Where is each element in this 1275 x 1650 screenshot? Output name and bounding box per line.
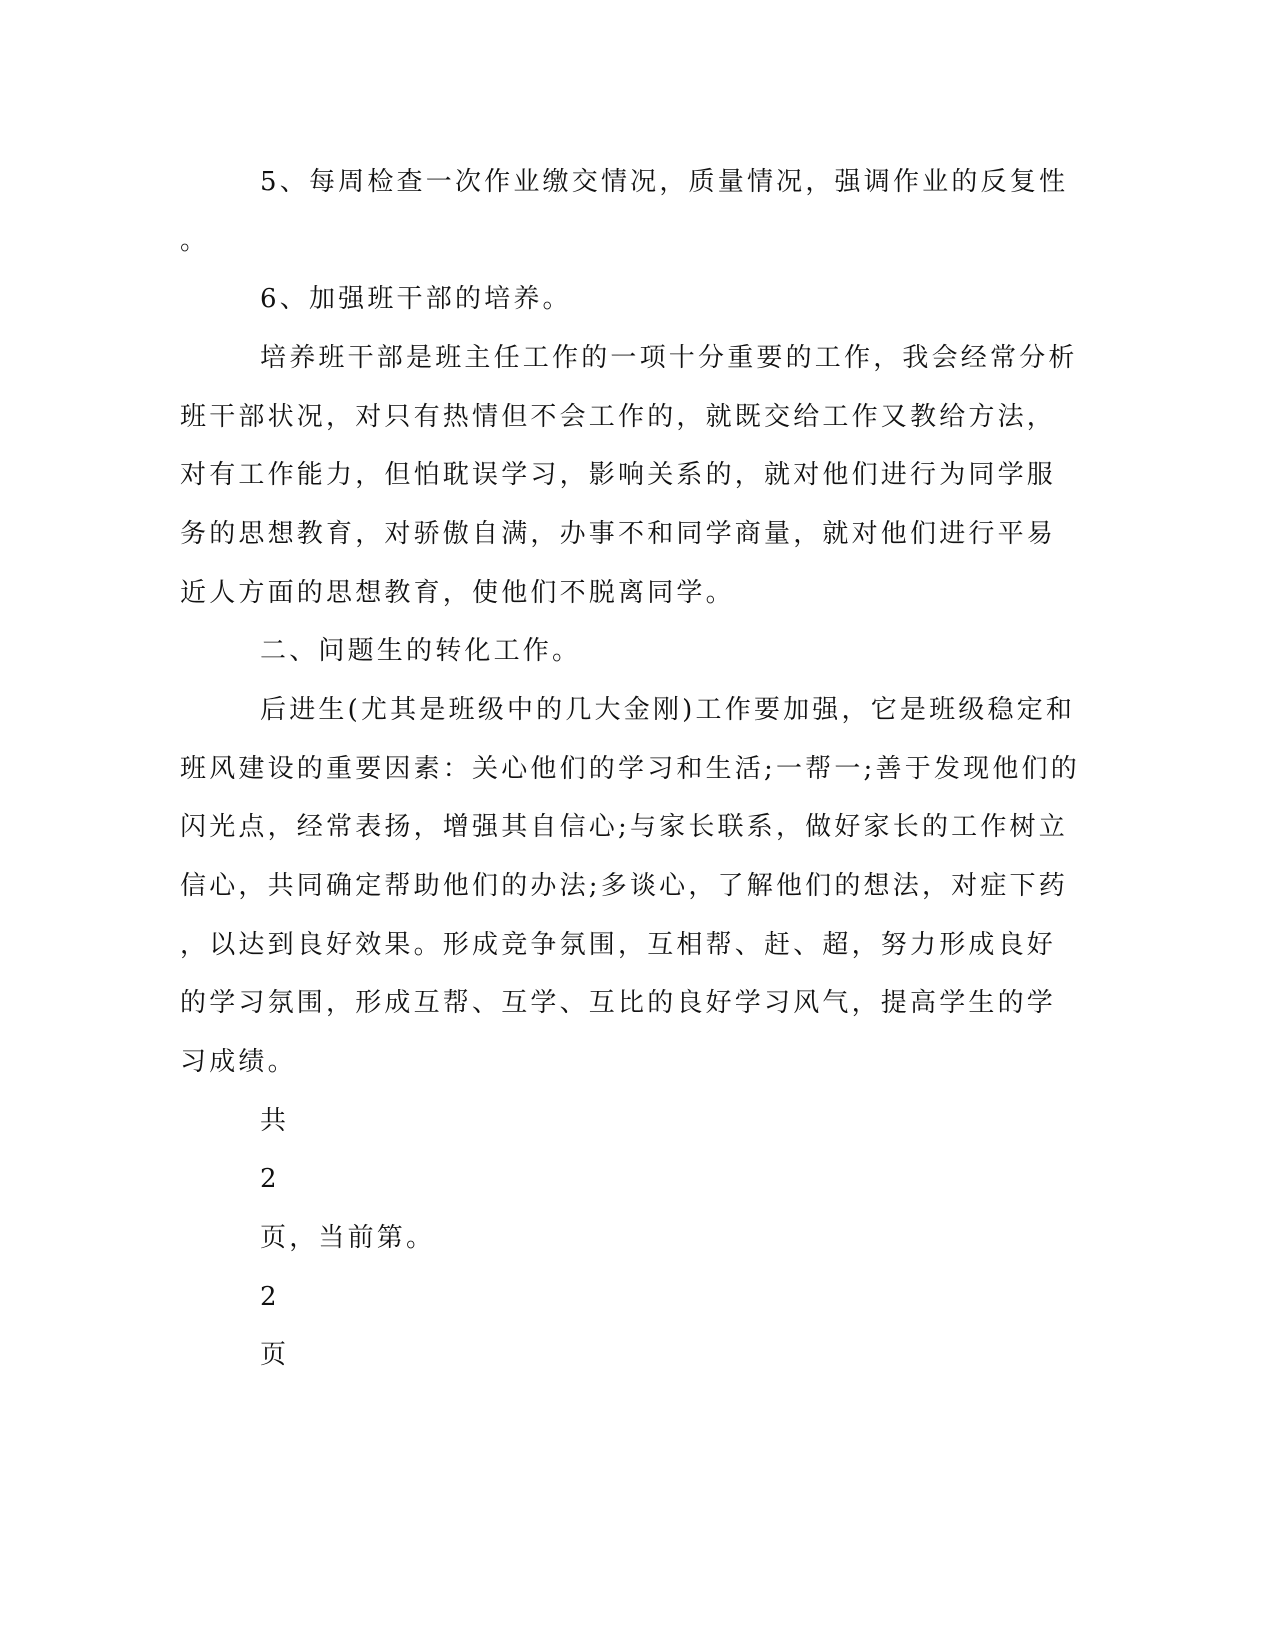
paragraph-line: 后进生(尤其是班级中的几大金刚)工作要加强，它是班级稳定和 bbox=[260, 695, 1076, 725]
pagination-middle-text: 页，当前第。 bbox=[260, 1223, 436, 1253]
paragraph-line: 近人方面的思想教育，使他们不脱离同学。 bbox=[180, 578, 735, 608]
paragraph-line: 5、每周检查一次作业缴交情况，质量情况，强调作业的反复性 bbox=[260, 167, 1069, 197]
pagination-total-pages: 2 bbox=[260, 1164, 280, 1194]
pagination-total-prefix: 共 bbox=[260, 1106, 290, 1136]
pagination-suffix: 页 bbox=[260, 1340, 290, 1370]
paragraph-line: ，以达到良好效果。形成竞争氛围，互相帮、赶、超，努力形成良好 bbox=[180, 930, 1057, 960]
section-heading: 6、加强班干部的培养。 bbox=[260, 284, 572, 314]
paragraph-line: 的学习氛围，形成互帮、互学、互比的良好学习风气，提高学生的学 bbox=[180, 988, 1057, 1018]
paragraph-line: 班风建设的重要因素：关心他们的学习和生活;一帮一;善于发现他们的 bbox=[180, 754, 1080, 784]
paragraph-line: 习成绩。 bbox=[180, 1047, 297, 1077]
paragraph-line: 务的思想教育，对骄傲自满，办事不和同学商量，就对他们进行平易 bbox=[180, 519, 1057, 549]
paragraph-line: 培养班干部是班主任工作的一项十分重要的工作，我会经常分析 bbox=[260, 343, 1078, 373]
paragraph-line: 闪光点，经常表扬，增强其自信心;与家长联系，做好家长的工作树立 bbox=[180, 812, 1068, 842]
pagination-current-page: 2 bbox=[260, 1282, 280, 1312]
section-heading: 二、问题生的转化工作。 bbox=[260, 636, 582, 666]
paragraph-line: 班干部状况，对只有热情但不会工作的，就既交给工作又教给方法， bbox=[180, 402, 1057, 432]
paragraph-line: 信心，共同确定帮助他们的办法;多谈心，了解他们的想法，对症下药 bbox=[180, 871, 1068, 901]
paragraph-line: 对有工作能力，但怕耽误学习，影响关系的，就对他们进行为同学服 bbox=[180, 460, 1057, 490]
paragraph-line: 。 bbox=[180, 226, 210, 256]
